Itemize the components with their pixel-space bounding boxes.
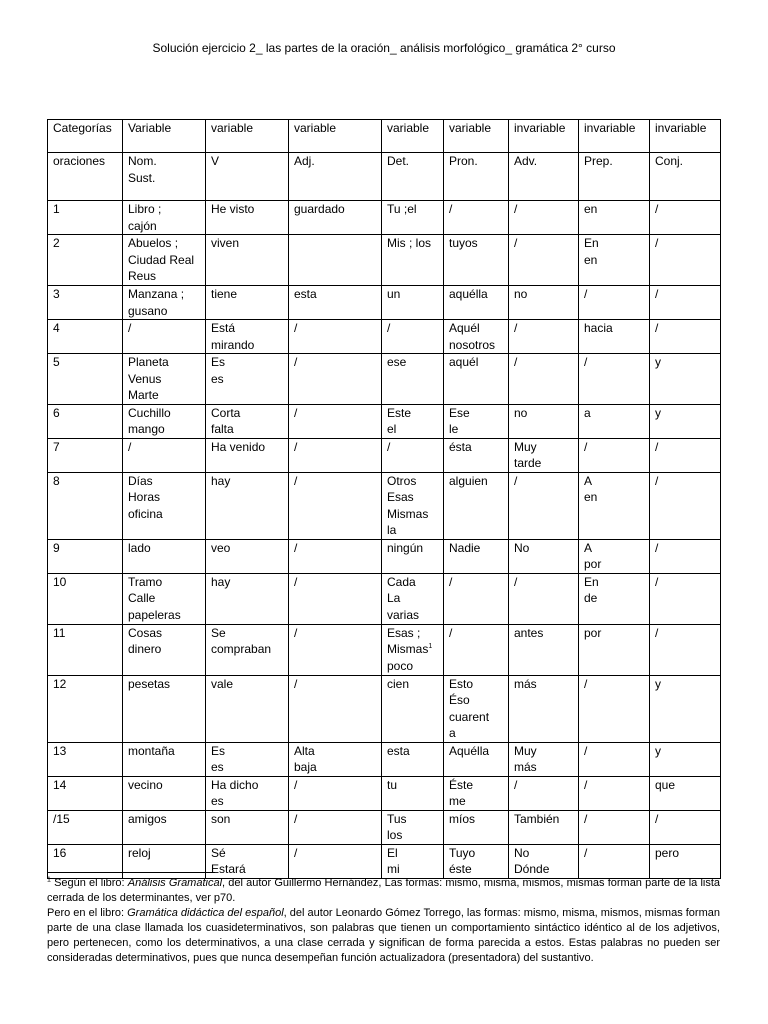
- table-cell: /: [650, 201, 721, 235]
- table-cell: Mis ; los: [382, 235, 444, 286]
- header-cell: Det.: [382, 153, 444, 201]
- table-cell: tuyos: [444, 235, 509, 286]
- table-cell: tu: [382, 776, 444, 810]
- table-cell: 6: [48, 404, 123, 438]
- table-cell: /: [289, 354, 382, 405]
- header-cell: Nom. Sust.: [123, 153, 206, 201]
- table-cell: Ese le: [444, 404, 509, 438]
- table-cell: son: [206, 810, 289, 844]
- table-cell: /: [579, 438, 650, 472]
- table-cell: /: [289, 776, 382, 810]
- table-cell: y: [650, 404, 721, 438]
- table-cell: /: [509, 573, 579, 624]
- table-cell: /: [289, 404, 382, 438]
- header-cell: Pron.: [444, 153, 509, 201]
- table-cell: /: [579, 286, 650, 320]
- table-cell: a: [579, 404, 650, 438]
- table-cell: no: [509, 404, 579, 438]
- table-cell: vale: [206, 675, 289, 742]
- header-cell: invariable: [509, 120, 579, 153]
- table-cell: /: [382, 320, 444, 354]
- table-cell: /: [123, 320, 206, 354]
- table-cell: en: [579, 201, 650, 235]
- table-cell: Esas ; Mismas$^1$ poco: [382, 624, 444, 675]
- table-row: [48, 742, 721, 776]
- table-cell: /: [650, 235, 721, 286]
- table-cell: 10: [48, 573, 123, 624]
- table-cell: Sé Estará: [206, 844, 289, 878]
- table-cell: Aquélla: [444, 742, 509, 776]
- table-cell: Aquél nosotros: [444, 320, 509, 354]
- book-title: Análisis Gramatical: [127, 877, 223, 889]
- table-cell: Ha dicho es: [206, 776, 289, 810]
- table-cell: /: [509, 776, 579, 810]
- footnote-1: $^1$ Según el libro: Análisis Gramatical, del autor Guillermo Hernández, Las formas: mismo, misma, mismos, mismas forman parte de la lista cerrada de los determinantes, ver p70.: [47, 876, 721, 904]
- table-cell: /: [650, 438, 721, 472]
- table-cell: hacia: [579, 320, 650, 354]
- table-cell: 12: [48, 675, 123, 742]
- header-cell: oraciones: [48, 153, 123, 201]
- table-cell: /15: [48, 810, 123, 844]
- table-cell: En de: [579, 573, 650, 624]
- table-cell: ese: [382, 354, 444, 405]
- table-cell: y: [650, 742, 721, 776]
- table-cell: Nadie: [444, 539, 509, 573]
- footnote-separator: [47, 872, 215, 873]
- table-row: [48, 320, 721, 354]
- table-cell: Cosas dinero: [123, 624, 206, 675]
- footnote-marker: 1: [47, 876, 51, 884]
- table-cell: En en: [579, 235, 650, 286]
- table-row: [48, 404, 721, 438]
- table-cell: /: [650, 320, 721, 354]
- table-cell: 7: [48, 438, 123, 472]
- table-cell: /: [382, 438, 444, 472]
- table-cell: /: [579, 810, 650, 844]
- table-cell: [289, 235, 382, 286]
- header-row: [48, 120, 721, 153]
- table-cell: Ha venido: [206, 438, 289, 472]
- table-cell: /: [509, 354, 579, 405]
- table-cell: /: [579, 776, 650, 810]
- header-cell: Prep.: [579, 153, 650, 201]
- table-cell: antes: [509, 624, 579, 675]
- table-cell: hay: [206, 472, 289, 539]
- table-cell: Es es: [206, 742, 289, 776]
- analysis-table: [47, 119, 721, 879]
- table-cell: 11: [48, 624, 123, 675]
- table-cell: /: [650, 810, 721, 844]
- table-cell: cien: [382, 675, 444, 742]
- table-cell: y: [650, 675, 721, 742]
- table-cell: Tus los: [382, 810, 444, 844]
- table-cell: /: [289, 539, 382, 573]
- table-cell: Libro ; cajón: [123, 201, 206, 235]
- table-cell: Cuchillo mango: [123, 404, 206, 438]
- footnote-reference: 1: [428, 643, 433, 650]
- table-cell: esta: [382, 742, 444, 776]
- header-cell: Adv.: [509, 153, 579, 201]
- table-cell: Abuelos ; Ciudad Real Reus: [123, 235, 206, 286]
- table-cell: /: [509, 472, 579, 539]
- header-cell: variable: [382, 120, 444, 153]
- table-cell: guardado: [289, 201, 382, 235]
- table-cell: 8: [48, 472, 123, 539]
- table-cell: /: [289, 675, 382, 742]
- book-title: Gramática didáctica del español: [127, 907, 284, 919]
- table-cell: /: [650, 624, 721, 675]
- table-cell: Otros Esas Mismas la: [382, 472, 444, 539]
- table-cell: pero: [650, 844, 721, 878]
- table-cell: /: [579, 844, 650, 878]
- header-cell: variable: [289, 120, 382, 153]
- table-cell: montaña: [123, 742, 206, 776]
- table-cell: Esto Éso cuarent a: [444, 675, 509, 742]
- table-cell: viven: [206, 235, 289, 286]
- table-cell: vecino: [123, 776, 206, 810]
- table-cell: /: [289, 438, 382, 472]
- table-cell: y: [650, 354, 721, 405]
- table-cell: aquél: [444, 354, 509, 405]
- table-cell: He visto: [206, 201, 289, 235]
- table-cell: Cada La varias: [382, 573, 444, 624]
- table-cell: Está mirando: [206, 320, 289, 354]
- table-cell: /: [579, 675, 650, 742]
- table-cell: Este el: [382, 404, 444, 438]
- table-cell: reloj: [123, 844, 206, 878]
- table-cell: ningún: [382, 539, 444, 573]
- table-cell: /: [650, 472, 721, 539]
- table-row: [48, 472, 721, 539]
- header-cell: variable: [206, 120, 289, 153]
- header-cell: invariable: [579, 120, 650, 153]
- table-cell: Éste me: [444, 776, 509, 810]
- table-cell: Tu ;el: [382, 201, 444, 235]
- table-cell: un: [382, 286, 444, 320]
- table-cell: no: [509, 286, 579, 320]
- table-cell: /: [650, 573, 721, 624]
- table-cell: míos: [444, 810, 509, 844]
- table-cell: /: [289, 573, 382, 624]
- table-cell: /: [650, 539, 721, 573]
- footnote-2: Pero en el libro: Gramática didáctica del español, del autor Leonardo Gómez Torrego, las formas: mismo, misma, mismos, mismas forman parte de una clase llamada los cuasideterminativos, son palabras que tienen un comportamiento sintáctico idéntico al de los adjetivos, pero pertenecen, como los determinativos, a una clase cerrada y significan de forma parecida a estos. Estas palabras no pueden ser consideradas determinativos, pues que nunca desempeñan función actualizadora (presentadora) del sustantivo.: [47, 907, 720, 964]
- document-title: Solución ejercicio 2_ las partes de la oración_ análisis morfológico_ gramática 2° curso: [152, 41, 616, 55]
- table-cell: /: [123, 438, 206, 472]
- header-row: [48, 153, 721, 201]
- table-cell: Se compraban: [206, 624, 289, 675]
- table-cell: Es es: [206, 354, 289, 405]
- header-cell: Categorías: [48, 120, 123, 153]
- table-cell: aquélla: [444, 286, 509, 320]
- table-cell: Días Horas oficina: [123, 472, 206, 539]
- header-cell: V: [206, 153, 289, 201]
- table-cell: /: [289, 320, 382, 354]
- table-cell: Muy más: [509, 742, 579, 776]
- table-cell: que: [650, 776, 721, 810]
- table-cell: más: [509, 675, 579, 742]
- table-cell: 9: [48, 539, 123, 573]
- table-cell: /: [289, 844, 382, 878]
- table-cell: Corta falta: [206, 404, 289, 438]
- table-cell: alguien: [444, 472, 509, 539]
- table-cell: lado: [123, 539, 206, 573]
- header-cell: variable: [444, 120, 509, 153]
- table-row: [48, 776, 721, 810]
- header-cell: invariable: [650, 120, 721, 153]
- table-cell: No Dónde: [509, 844, 579, 878]
- table-cell: 5: [48, 354, 123, 405]
- table-cell: por: [579, 624, 650, 675]
- table-cell: Tramo Calle papeleras: [123, 573, 206, 624]
- table-cell: ésta: [444, 438, 509, 472]
- table-cell: Manzana ; gusano: [123, 286, 206, 320]
- table-cell: amigos: [123, 810, 206, 844]
- table-cell: /: [579, 742, 650, 776]
- table-cell: /: [289, 810, 382, 844]
- table-cell: /: [444, 624, 509, 675]
- table-cell: tiene: [206, 286, 289, 320]
- table-cell: Muy tarde: [509, 438, 579, 472]
- table-cell: A por: [579, 539, 650, 573]
- table-cell: No: [509, 539, 579, 573]
- table-row: [48, 810, 721, 844]
- table-cell: 14: [48, 776, 123, 810]
- table-cell: Planeta Venus Marte: [123, 354, 206, 405]
- table-cell: El mi: [382, 844, 444, 878]
- table-cell: esta: [289, 286, 382, 320]
- table-row: [48, 354, 721, 405]
- table-cell: /: [509, 201, 579, 235]
- header-cell: Conj.: [650, 153, 721, 201]
- table-cell: 13: [48, 742, 123, 776]
- table-row: [48, 675, 721, 742]
- header-cell: Variable: [123, 120, 206, 153]
- table-cell: /: [509, 235, 579, 286]
- table-cell: 1: [48, 201, 123, 235]
- table-row: [48, 539, 721, 573]
- table-cell: 3: [48, 286, 123, 320]
- table-cell: A en: [579, 472, 650, 539]
- table-cell: /: [289, 624, 382, 675]
- table-cell: 2: [48, 235, 123, 286]
- table-cell: /: [444, 573, 509, 624]
- table-cell: pesetas: [123, 675, 206, 742]
- table-cell: 16: [48, 844, 123, 878]
- table-row: [48, 201, 721, 235]
- table-cell: /: [289, 472, 382, 539]
- header-cell: Adj.: [289, 153, 382, 201]
- footnotes: [47, 876, 720, 966]
- table-cell: Tuyo éste: [444, 844, 509, 878]
- table-row: [48, 573, 721, 624]
- table-cell: /: [579, 354, 650, 405]
- table-cell: hay: [206, 573, 289, 624]
- table-row: [48, 235, 721, 286]
- table-cell: 4: [48, 320, 123, 354]
- table-cell: /: [650, 286, 721, 320]
- table-cell: veo: [206, 539, 289, 573]
- table-cell: /: [444, 201, 509, 235]
- table-row: [48, 624, 721, 675]
- table-row: [48, 286, 721, 320]
- table-row: [48, 438, 721, 472]
- table-cell: También: [509, 810, 579, 844]
- table-cell: /: [509, 320, 579, 354]
- table-cell: Alta baja: [289, 742, 382, 776]
